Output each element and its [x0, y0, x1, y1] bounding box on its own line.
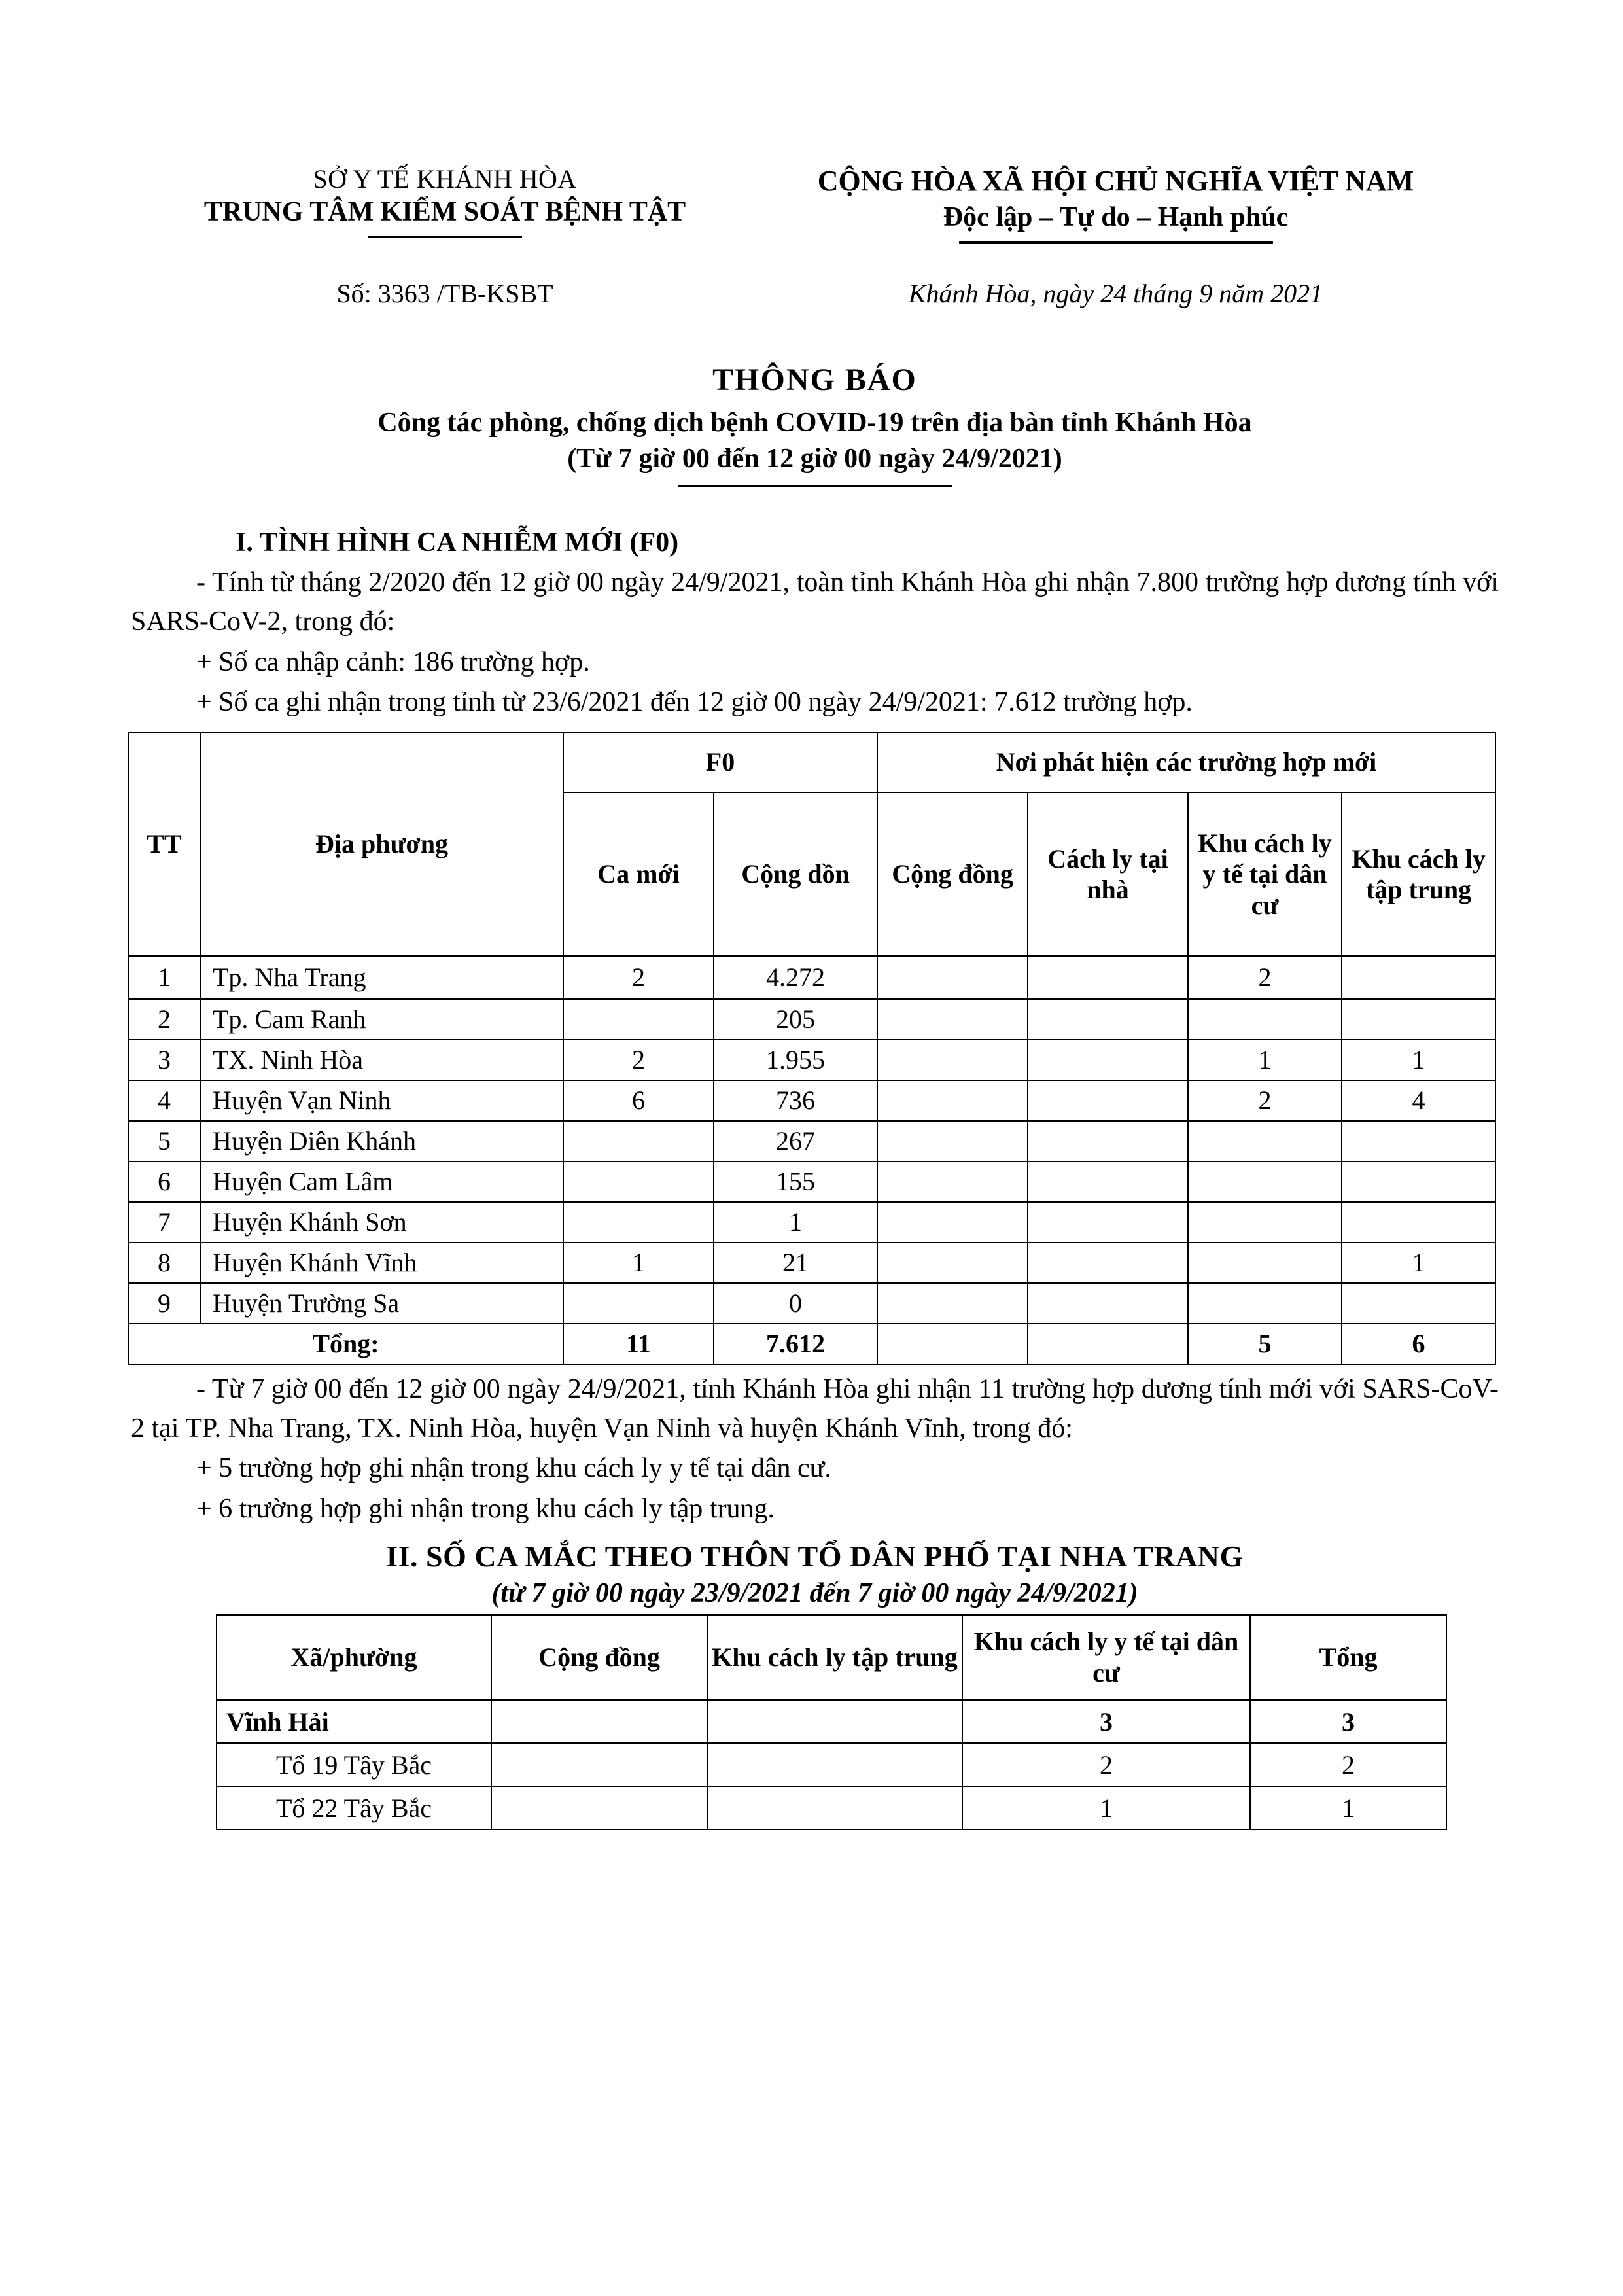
col-header-ward-total: Tổng: [1250, 1615, 1446, 1700]
ward-table-body: [217, 1700, 1446, 1829]
cell-cumulative: 0: [714, 1283, 877, 1324]
cell-central-quarantine: 1: [1342, 1040, 1495, 1080]
table-total-row: [128, 1324, 1495, 1364]
cell-new-cases: [563, 1161, 714, 1202]
section-1-paragraph-4: - Từ 7 giờ 00 đến 12 giờ 00 ngày 24/9/2021, tỉnh Khánh Hòa ghi nhận 11 trường hợp dương tính mới với SARS-CoV-2 tại TP. Nha Trang, TX. Ninh Hòa, huyện Vạn Ninh và huyện Khánh Vĩnh, trong đó:: [131, 1373, 1499, 1443]
section-1-paragraph-5: + 5 trường hợp ghi nhận trong khu cách ly y tế tại dân cư.: [196, 1453, 831, 1484]
cell-community: [877, 1283, 1028, 1324]
cell-tt: 2: [128, 999, 200, 1040]
cell-new-cases: [563, 999, 714, 1040]
table-row: [128, 1121, 1495, 1161]
col-header-ward-central-quarantine: Khu cách ly tập trung: [707, 1615, 962, 1700]
cell-ward-name: Tổ 22 Tây Bắc: [217, 1786, 491, 1829]
cell-central-quarantine: [1342, 999, 1495, 1040]
col-header-cumulative: Cộng dồn: [714, 792, 877, 956]
cell-ward-community: [491, 1786, 707, 1829]
cell-ward-central-quarantine: [707, 1786, 962, 1829]
table-header-row-group: [128, 732, 1495, 792]
cell-central-quarantine: [1342, 956, 1495, 999]
cell-locality: TX. Ninh Hòa: [200, 1040, 563, 1080]
cell-community: [877, 1080, 1028, 1121]
cell-total-label: Tổng:: [128, 1324, 563, 1364]
right-divider: [959, 241, 1273, 244]
cell-ward-total: 2: [1250, 1743, 1446, 1786]
cell-central-quarantine: [1342, 1202, 1495, 1243]
cell-tt: 1: [128, 956, 200, 999]
cell-locality: Huyện Diên Khánh: [200, 1121, 563, 1161]
cell-total-medical-quarantine: 5: [1188, 1324, 1342, 1364]
cell-community: [877, 1202, 1028, 1243]
cell-locality: Huyện Cam Lâm: [200, 1161, 563, 1202]
cell-cumulative: 1.955: [714, 1040, 877, 1080]
cell-new-cases: 2: [563, 956, 714, 999]
section-2-heading: II. SỐ CA MẮC THEO THÔN TỔ DÂN PHỐ TẠI NHA TRANG: [386, 1540, 1244, 1574]
cell-medical-quarantine: [1188, 999, 1342, 1040]
center-name: TRUNG TÂM KIỂM SOÁT BỆNH TẬT: [203, 196, 686, 227]
nation-name: CỘNG HÒA XÃ HỘI CHỦ NGHĨA VIỆT NAM: [817, 165, 1414, 197]
cell-cumulative: 205: [714, 999, 877, 1040]
cell-home-quarantine: [1028, 1080, 1188, 1121]
cell-tt: 8: [128, 1243, 200, 1283]
col-group-header-f0: F0: [563, 732, 877, 792]
table-row: [128, 1080, 1495, 1121]
cell-home-quarantine: [1028, 1121, 1188, 1161]
cell-tt: 9: [128, 1283, 200, 1324]
cell-total-cumulative: 7.612: [714, 1324, 877, 1364]
cell-tt: 4: [128, 1080, 200, 1121]
cell-total-new-cases: 11: [563, 1324, 714, 1364]
cell-central-quarantine: 4: [1342, 1080, 1495, 1121]
title-time-range: (Từ 7 giờ 00 đến 12 giờ 00 ngày 24/9/2021): [567, 443, 1062, 474]
col-header-home-quarantine: Cách ly tại nhà: [1028, 792, 1188, 956]
section-1-paragraph-1: - Tính từ tháng 2/2020 đến 12 giờ 00 ngày 24/9/2021, toàn tỉnh Khánh Hòa ghi nhận 7.800 trường hợp dương tính với SARS-CoV-2, trong đó:: [131, 567, 1499, 637]
cell-ward-name: Tổ 19 Tây Bắc: [217, 1743, 491, 1786]
cell-new-cases: [563, 1121, 714, 1161]
section-1-paragraph-3: + Số ca ghi nhận trong tỉnh từ 23/6/2021 đến 12 giờ 00 ngày 24/9/2021: 7.612 trường hợp.: [196, 687, 1193, 718]
col-header-ward-community: Cộng đồng: [491, 1615, 707, 1700]
table-row: [128, 1202, 1495, 1243]
cell-home-quarantine: [1028, 999, 1188, 1040]
col-header-community: Cộng đồng: [877, 792, 1028, 956]
place-date-block: [733, 278, 1499, 309]
cases-by-ward-table: [216, 1614, 1447, 1830]
section-1-paragraph-2: + Số ca nhập cảnh: 186 trường hợp.: [196, 646, 590, 677]
title-subtitle: Công tác phòng, chống dịch bệnh COVID-19 trên địa bàn tỉnh Khánh Hòa: [377, 407, 1252, 438]
col-header-tt: TT: [128, 732, 200, 956]
cell-cumulative: 21: [714, 1243, 877, 1283]
cell-community: [877, 1121, 1028, 1161]
cell-ward-medical-quarantine: 2: [962, 1743, 1250, 1786]
cell-central-quarantine: [1342, 1283, 1495, 1324]
cell-community: [877, 1161, 1028, 1202]
cell-home-quarantine: [1028, 1202, 1188, 1243]
cell-cumulative: 4.272: [714, 956, 877, 999]
cell-medical-quarantine: 2: [1188, 956, 1342, 999]
cases-by-locality-table: [128, 732, 1496, 1365]
cell-community: [877, 1040, 1028, 1080]
cell-locality: Tp. Nha Trang: [200, 956, 563, 999]
table-row: [128, 1161, 1495, 1202]
cell-home-quarantine: [1028, 956, 1188, 999]
table-row: [217, 1743, 1446, 1786]
cell-home-quarantine: [1028, 1283, 1188, 1324]
cell-medical-quarantine: 2: [1188, 1080, 1342, 1121]
cell-new-cases: [563, 1202, 714, 1243]
cell-ward-name: Vĩnh Hải: [217, 1700, 491, 1743]
national-motto: Độc lập – Tự do – Hạnh phúc: [943, 202, 1289, 232]
cell-new-cases: 2: [563, 1040, 714, 1080]
national-heading-block: [733, 164, 1499, 244]
cell-community: [877, 1243, 1028, 1283]
col-header-ward-medical-quarantine: Khu cách ly y tế tại dân cư: [962, 1615, 1250, 1700]
cell-cumulative: 155: [714, 1161, 877, 1202]
cell-medical-quarantine: [1188, 1121, 1342, 1161]
section-1-heading: I. TÌNH HÌNH CA NHIỄM MỚI (F0): [236, 527, 679, 558]
cell-community: [877, 999, 1028, 1040]
issuing-authority-block: [131, 164, 733, 238]
document-number-block: [131, 278, 733, 309]
cell-tt: 5: [128, 1121, 200, 1161]
cell-locality: Tp. Cam Ranh: [200, 999, 563, 1040]
cell-ward-central-quarantine: [707, 1700, 962, 1743]
cell-medical-quarantine: 1: [1188, 1040, 1342, 1080]
cell-central-quarantine: [1342, 1121, 1495, 1161]
cell-tt: 7: [128, 1202, 200, 1243]
cell-home-quarantine: [1028, 1243, 1188, 1283]
cell-cumulative: 1: [714, 1202, 877, 1243]
table-row: [217, 1786, 1446, 1829]
section-1-paragraph-6: + 6 trường hợp ghi nhận trong khu cách ly tập trung.: [196, 1493, 775, 1524]
masthead: [131, 164, 1499, 244]
section-2-subheading: (từ 7 giờ 00 ngày 23/9/2021 đến 7 giờ 00 ngày 24/9/2021): [491, 1578, 1138, 1609]
cell-home-quarantine: [1028, 1040, 1188, 1080]
cell-central-quarantine: [1342, 1161, 1495, 1202]
cell-community: [877, 956, 1028, 999]
ward-table-header-row: [217, 1615, 1446, 1700]
cell-cumulative: 267: [714, 1121, 877, 1161]
cell-medical-quarantine: [1188, 1161, 1342, 1202]
table-row: [128, 1283, 1495, 1324]
place-and-date: Khánh Hòa, ngày 24 tháng 9 năm 2021: [908, 279, 1323, 309]
title-block: [131, 360, 1499, 487]
cases-table-body: [128, 956, 1495, 1364]
cell-tt: 3: [128, 1040, 200, 1080]
cell-new-cases: [563, 1283, 714, 1324]
cell-tt: 6: [128, 1161, 200, 1202]
cell-total-home-quarantine: [1028, 1324, 1188, 1364]
table-row: [128, 1040, 1495, 1080]
cell-ward-medical-quarantine: 3: [962, 1700, 1250, 1743]
table-row: [217, 1700, 1446, 1743]
cell-ward-medical-quarantine: 1: [962, 1786, 1250, 1829]
col-header-medical-quarantine: Khu cách ly y tế tại dân cư: [1188, 792, 1342, 956]
cell-total-central-quarantine: 6: [1342, 1324, 1495, 1364]
cell-home-quarantine: [1028, 1161, 1188, 1202]
col-group-header-detection-place: Nơi phát hiện các trường hợp mới: [877, 732, 1495, 792]
cell-medical-quarantine: [1188, 1243, 1342, 1283]
col-header-new-cases: Ca mới: [563, 792, 714, 956]
cell-locality: Huyện Trường Sa: [200, 1283, 563, 1324]
table-row: [128, 956, 1495, 999]
col-header-ward: Xã/phường: [217, 1615, 491, 1700]
cell-ward-central-quarantine: [707, 1743, 962, 1786]
cell-new-cases: 1: [563, 1243, 714, 1283]
left-divider: [368, 236, 522, 238]
cell-medical-quarantine: [1188, 1202, 1342, 1243]
cell-central-quarantine: 1: [1342, 1243, 1495, 1283]
cell-locality: Huyện Khánh Vĩnh: [200, 1243, 563, 1283]
title-divider: [678, 485, 952, 487]
department-name: SỞ Y TẾ KHÁNH HÒA: [313, 164, 577, 194]
page-title: THÔNG BÁO: [712, 362, 917, 398]
cell-ward-community: [491, 1700, 707, 1743]
cell-locality: Huyện Khánh Sơn: [200, 1202, 563, 1243]
table-row: [128, 1243, 1495, 1283]
cell-total-community: [877, 1324, 1028, 1364]
cell-ward-community: [491, 1743, 707, 1786]
table-row: [128, 999, 1495, 1040]
cell-ward-total: 3: [1250, 1700, 1446, 1743]
cell-locality: Huyện Vạn Ninh: [200, 1080, 563, 1121]
cell-medical-quarantine: [1188, 1283, 1342, 1324]
col-header-locality: Địa phương: [200, 732, 563, 956]
document-number: Số: 3363 /TB-KSBT: [336, 279, 553, 309]
col-header-central-quarantine: Khu cách ly tập trung: [1342, 792, 1495, 956]
cell-cumulative: 736: [714, 1080, 877, 1121]
cell-ward-total: 1: [1250, 1786, 1446, 1829]
cell-new-cases: 6: [563, 1080, 714, 1121]
document-meta-row: [131, 278, 1499, 309]
